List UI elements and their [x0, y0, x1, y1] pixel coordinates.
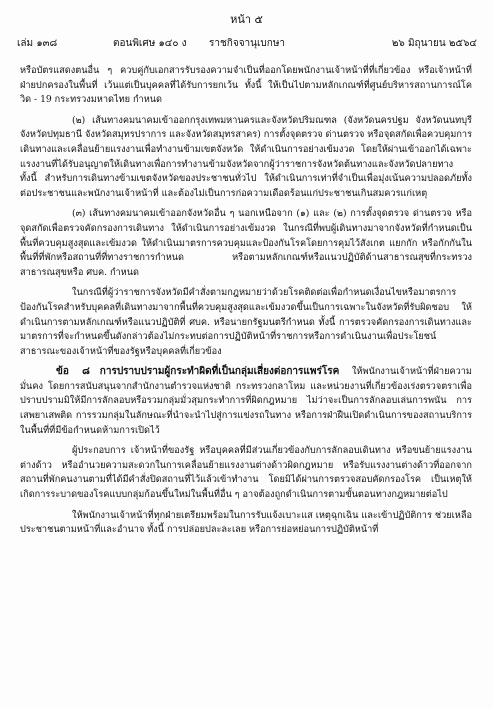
clause-8-text: ให้พนักงานเจ้าหน้าที่ฝ่ายความมั่นคง โดยการสนับสนุนจากสำนักงานตำรวจแห่งชาติ กระทรวงกลาโหม และหน่วยงานที่เกี่ยวข้องเร่งตรวจตราเพื่อปราบปรามมิให้มีการลักลอบหรือรวมกลุ่มมั่วสุมกระทำการที่ผิดกฎหมาย ไม่ว่าจะเป็นการลักลอบเล่นการพนัน การเสพยาเสพติด การรวมกลุ่มในลักษณะที่นำจะนำไปสู่การแข่งรถในทาง หรือการฝ่าฝืนเปิดดำเนินการของสถานบริการในพื้นที่ที่มีข้อกำหนดห้ามการเปิดไว้ [20, 366, 472, 436]
clause-heading [56, 366, 339, 377]
header-date: ๒๖ มิถุนายน ๒๕๖๔ [391, 38, 477, 49]
paragraph-continuation: หรือบัตรแสดงตนอื่น ๆ ควบคู่กับเอกสารรับรองความจำเป็นที่ออกโดยพนักงานเจ้าหน้าที่ที่เกี่ยวข้อง หรือเจ้าหน้าที่ฝ่ายปกครองในพื้นที่ เว้นแต่เป็นบุคคลที่ได้รับการยกเว้น ทั้งนี้ ให้เป็นไปตามหลักเกณฑ์ที่ศูนย์บริหารสถานการณ์โควิด - 19 กระทรวงมหาดไทย กำหนด [20, 65, 472, 106]
header-volume: เล่ม ๑๓๘ [17, 38, 58, 49]
document-body [20, 64, 472, 538]
paragraph-clause-8 [20, 365, 472, 438]
header-gazette-title: ราชกิจจานุเบกษา [209, 38, 286, 49]
paragraph-governor-orders: ในกรณีที่ผู้ว่าราชการจังหวัดมีคำสั่งตามกฎหมายว่าด้วยโรคติดต่อเพื่อกำหนดเงื่อนไขหรือมาตรการป้องกันโรคสำหรับบุคคลที่เดินทางมาจากพื้นที่ควบคุมสูงสุดและเข้มงวดขึ้นเป็นการเฉพาะในจังหวัดที่รับผิดชอบ ให้ดำเนินการตามหลักเกณฑ์หรือแนวปฏิบัติที่ ศบค. หรือนายกรัฐมนตรีกำหนด ทั้งนี้ การตรวจคัดกรองการเดินทางและมาตรการที่จะกำหนดขึ้นดังกล่าวต้องไม่กระทบต่อการปฏิบัติหน้าที่ราชการหรือการดำเนินงานเพื่อประโยชน์สาธารณะของเจ้าหน้าที่ของรัฐหรือบุคคลที่เกี่ยวข้อง [20, 287, 472, 357]
page-number: หน้า ๕ [230, 13, 263, 26]
clause-title: การปราบปรามผู้กระทำผิดที่เป็นกลุ่มเสี่ยงต่อการแพร่โรค [99, 366, 340, 378]
header-section: ตอนพิเศษ ๑๔๐ ง [113, 38, 187, 49]
paragraph-officials-readiness: ให้พนักงานเจ้าหน้าที่ทุกฝ่ายเตรียมพร้อมในการรับแจ้งเบาะแส เหตุฉุกเฉิน และเข้าปฏิบัติการ ช่วยเหลือประชาชนตามหน้าที่และอำนาจ ทั้งนี้ การปล่อยปละละเลย หรือการย่อหย่อนการปฏิบัติหน้าที่ [20, 509, 472, 536]
clause-number: ข้อ ๘ [56, 366, 90, 378]
paragraph-offenders: ผู้ประกอบการ เจ้าหน้าที่ของรัฐ หรือบุคคลที่มีส่วนเกี่ยวข้องกับการลักลอบเดินทาง หรือขนย้ายแรงงานต่างด้าว หรืออำนวยความสะดวกในการเคลื่อนย้ายแรงงานต่างด้าวผิดกฎหมาย หรือรับแรงงานต่างด้าวที่ออกจากสถานที่พักคนงานตามที่ได้มีคำสั่งปิดสถานที่ไว้แล้วเข้าทำงาน โดยมิได้ผ่านการตรวจสอบคัดกรองโรค เป็นเหตุให้เกิดการระบาดของโรคแบบกลุ่มก้อนขึ้นใหม่ในพื้นที่อื่น ๆ อาจต้องถูกดำเนินการตามขั้นตอนทางกฎหมายต่อไป [20, 445, 472, 501]
gazette-header [17, 36, 477, 52]
paragraph-route-other-provinces: (๓) เส้นทางคมนาคมเข้าออกจังหวัดอื่น ๆ นอกเหนือจาก (๑) และ (๒) การตั้งจุดตรวจ ด่านตรวจ หรือจุดสกัดเพื่อตรวจคัดกรองการเดินทาง ให้ดำเนินการอย่างเข้มงวด ในกรณีที่พบผู้เดินทางมาจากจังหวัดที่กำหนดเป็นพื้นที่ควบคุมสูงสุดและเข้มงวด ให้ดำเนินมาตรการควบคุมและป้องกันโรคโดยการคุมไว้สังเกต แยกกัก หรือกักกันในพื้นที่ที่พักหรือสถานที่ที่ทางราชการกำหนด หรือตามหลักเกณฑ์หรือแนวปฏิบัติด้านสาธารณสุขที่กระทรวงสาธารณสุขหรือ ศบค. กำหนด [20, 208, 472, 278]
paragraph-route-bangkok: (๒) เส้นทางคมนาคมเข้าออกกรุงเทพมหานครและจังหวัดปริมณฑล (จังหวัดนครปฐม จังหวัดนนทบุรี จังหวัดปทุมธานี จังหวัดสมุทรปราการ และจังหวัดสมุทรสาคร) การตั้งจุดตรวจ ด่านตรวจ หรือจุดสกัดเพื่อควบคุมการเดินทางและเคลื่อนย้ายแรงงานเพื่อทำงานข้ามเขตจังหวัด ให้ดำเนินการอย่างเข้มงวด โดยให้ผ่านเข้าออกได้เฉพาะแรงงานที่ได้รับอนุญาตให้เดินทางเพื่อการทำงานข้ามจังหวัดจากผู้ว่าราชการจังหวัดต้นทางและจังหวัดปลายทาง ทั้งนี้ สำหรับการเดินทางข้ามเขตจังหวัดของประชาชนทั่วไป ให้ดำเนินการเท่าที่จำเป็นเพื่อมุ่งเน้นความปลอดภัยทั้งต่อประชาชนและพนักงานเจ้าหน้าที่ และต้องไม่เป็นการก่อความเดือดร้อนแก่ประชาชนเกินสมควรแก่เหตุ [20, 114, 473, 199]
